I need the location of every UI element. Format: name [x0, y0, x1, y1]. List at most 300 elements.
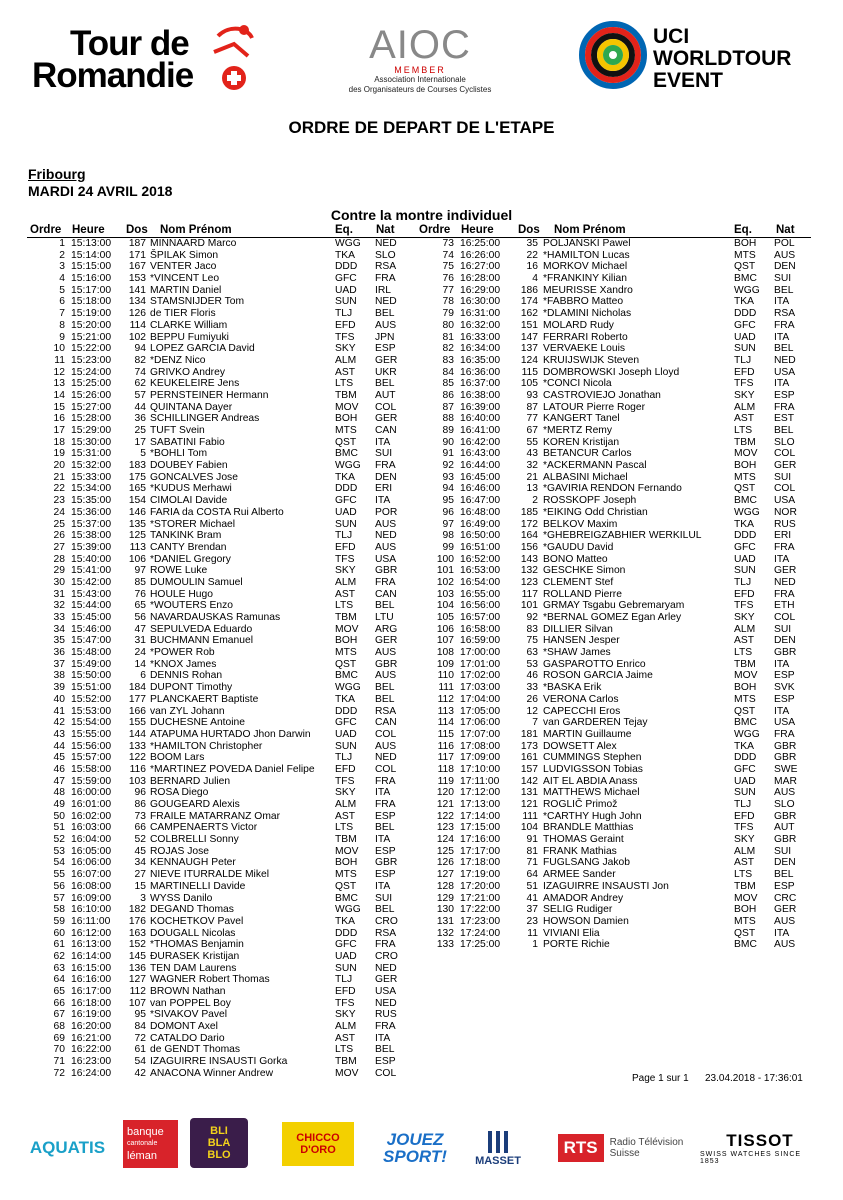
table-row: [27, 811, 417, 823]
cell-eq: DDD: [734, 308, 757, 320]
cell-dos: 152: [128, 939, 146, 951]
cell-nat: COL: [774, 448, 796, 460]
cell-name: ARMEE Sander: [543, 869, 616, 881]
table-row: [416, 402, 811, 414]
table-row: [416, 250, 811, 262]
cell-dos: 185: [520, 506, 538, 518]
table-row: [27, 612, 417, 624]
table-row: [416, 635, 811, 647]
cell-nat: GER: [375, 635, 398, 647]
table-row: [27, 250, 417, 262]
cell-ordre: 123: [436, 822, 454, 834]
jouez-text-1: JOUEZ: [386, 1129, 444, 1149]
cell-dos: 62: [134, 378, 146, 390]
cell-dos: 174: [520, 296, 538, 308]
cell-ordre: 67: [53, 1009, 65, 1021]
cell-eq: TKA: [734, 740, 755, 752]
header-heure: Heure: [72, 224, 105, 236]
cell-nat: GBR: [375, 857, 398, 869]
cell-dos: 153: [128, 273, 146, 285]
cell-name: TANKINK Bram: [150, 530, 222, 542]
cell-dos: 25: [134, 425, 146, 436]
cell-ordre: 88: [442, 413, 454, 425]
cell-eq: TKA: [734, 518, 755, 530]
cell-nat: ESP: [375, 343, 396, 355]
cell-eq: UAD: [335, 728, 357, 740]
cell-eq: TBM: [734, 436, 756, 448]
table-row: [416, 752, 811, 764]
cell-name: CATALDO Dario: [150, 1032, 225, 1044]
table-row: [416, 741, 811, 753]
cell-nat: CRO: [375, 915, 398, 927]
table-row: [27, 1044, 417, 1056]
cell-nat: FRA: [375, 799, 396, 810]
cell-ordre: 59: [53, 915, 65, 927]
cell-ordre: 66: [53, 997, 65, 1009]
cell-nat: NED: [375, 530, 397, 542]
cell-name: MARTIN Guillaume: [543, 728, 632, 740]
cell-nat: USA: [375, 553, 397, 565]
cell-nat: FRA: [375, 273, 396, 285]
table-row: [416, 811, 811, 823]
table-row: [27, 893, 417, 905]
cell-heure: 16:29:00: [460, 284, 501, 296]
cell-dos: 116: [129, 763, 146, 775]
cell-nat: ITA: [375, 834, 391, 846]
cell-dos: 83: [526, 623, 538, 635]
masset-icon: [487, 1129, 509, 1155]
cell-nat: AUS: [774, 249, 796, 261]
cell-ordre: 75: [442, 261, 454, 273]
cell-eq: MOV: [734, 448, 758, 460]
cell-heure: 16:47:00: [460, 495, 501, 507]
cell-eq: QST: [734, 483, 756, 495]
cell-eq: TBM: [335, 1056, 357, 1068]
cell-name: VENTER Jaco: [150, 261, 217, 273]
cell-dos: 31: [134, 635, 146, 647]
cell-nat: NED: [375, 238, 397, 249]
cell-ordre: 10: [53, 343, 65, 355]
cell-heure: 15:45:00: [71, 612, 112, 623]
table-row: [27, 565, 417, 577]
cell-nat: NED: [375, 997, 397, 1009]
cell-name: GESCHKE Simon: [543, 565, 626, 577]
cell-nat: ESP: [375, 869, 396, 881]
cell-ordre: 84: [442, 366, 454, 378]
cell-nat: GBR: [774, 752, 797, 764]
stage-type: Contre la montre individuel: [330, 207, 513, 223]
table-row: [416, 285, 811, 297]
cell-dos: 14: [134, 658, 146, 670]
cell-ordre: 101: [436, 565, 454, 577]
cell-nat: GER: [774, 460, 797, 472]
table-row: [416, 413, 811, 425]
cell-ordre: 113: [437, 705, 454, 717]
cell-heure: 16:40:00: [460, 413, 501, 425]
aioc-logo-text: AIOC: [369, 23, 471, 67]
cell-eq: TFS: [734, 822, 754, 834]
cell-nat: SUI: [774, 845, 792, 857]
cell-nat: AUS: [375, 319, 397, 331]
cell-eq: AST: [335, 1032, 356, 1044]
table-row: [416, 799, 811, 811]
cell-dos: 41: [526, 892, 538, 904]
table-row: [416, 893, 811, 905]
cell-heure: 17:13:00: [460, 799, 501, 810]
cell-eq: LTS: [335, 1044, 354, 1056]
cell-name: BELKOV Maxim: [543, 518, 618, 530]
cell-dos: 12: [526, 705, 538, 717]
cell-dos: 146: [128, 506, 146, 518]
cell-dos: 86: [134, 799, 146, 810]
table-row: [27, 764, 417, 776]
cell-nat: USA: [375, 986, 397, 997]
cell-nat: ESP: [375, 810, 396, 822]
cell-name: CUMMINGS Stephen: [543, 752, 642, 764]
cell-ordre: 27: [53, 541, 65, 553]
cell-ordre: 17: [53, 425, 65, 436]
cell-name: CLEMENT Stef: [543, 576, 614, 588]
cell-eq: DDD: [335, 705, 358, 717]
table-header: [27, 224, 417, 238]
cell-ordre: 97: [442, 518, 454, 530]
table-row: [27, 834, 417, 846]
table-row: [27, 904, 417, 916]
cell-nat: GBR: [774, 834, 797, 846]
cell-nat: SWE: [774, 763, 798, 775]
cell-dos: 187: [128, 238, 146, 249]
cell-nat: USA: [774, 717, 796, 729]
cell-nat: RSA: [375, 927, 397, 939]
cell-nat: BEL: [375, 308, 395, 320]
cell-nat: RUS: [774, 518, 796, 530]
cell-name: *SHAW James: [543, 647, 611, 659]
cell-ordre: 111: [438, 682, 454, 694]
cell-heure: 15:39:00: [71, 541, 112, 553]
cell-dos: 121: [520, 799, 538, 810]
cell-heure: 16:39:00: [460, 401, 501, 413]
cell-eq: MTS: [335, 425, 357, 436]
cell-ordre: 61: [53, 939, 65, 951]
table-row: [27, 729, 417, 741]
cell-name: COLBRELLI Sonny: [150, 834, 239, 846]
cell-eq: TFS: [335, 553, 355, 565]
cell-name: ROGLIČ Primož: [543, 799, 618, 810]
cell-eq: TFS: [335, 775, 355, 787]
cell-dos: 23: [526, 915, 538, 927]
cell-nat: BEL: [774, 869, 794, 881]
cell-heure: 15:42:00: [71, 576, 112, 588]
cell-name: ANACONA Winner Andrew: [150, 1067, 274, 1079]
cell-nat: ESP: [774, 880, 795, 892]
cell-heure: 16:33:00: [460, 331, 501, 343]
table-row: [416, 519, 811, 531]
cell-name: MARTIN Daniel: [150, 284, 222, 296]
aioc-member-text: MEMBER: [394, 65, 446, 75]
cell-nat: CRC: [774, 892, 797, 904]
rts-box-text: RTS: [558, 1134, 604, 1162]
cell-eq: UAD: [335, 284, 357, 296]
cell-heure: 16:16:00: [71, 974, 112, 986]
table-row: [27, 682, 417, 694]
cell-ordre: 12: [53, 366, 65, 378]
cell-ordre: 34: [53, 623, 65, 635]
cell-heure: 16:04:00: [71, 834, 112, 846]
cell-eq: LTS: [335, 600, 354, 612]
cell-ordre: 106: [436, 623, 454, 635]
cell-eq: UAD: [734, 331, 756, 343]
cell-eq: TBM: [335, 389, 357, 401]
cell-heure: 16:30:00: [460, 296, 501, 308]
cell-name: DUMOULIN Samuel: [150, 576, 243, 588]
cell-dos: 5: [140, 448, 146, 460]
table-row: [27, 1033, 417, 1045]
cell-name: DOMONT Axel: [150, 1021, 218, 1033]
cell-dos: 51: [526, 880, 538, 892]
cell-name: CAPECCHI Eros: [543, 705, 621, 717]
table-row: [416, 273, 811, 285]
cell-name: STAMSNIJDER Tom: [150, 296, 245, 308]
cell-heure: 15:36:00: [71, 506, 112, 518]
cell-nat: ITA: [375, 880, 391, 892]
cell-ordre: 42: [53, 717, 65, 729]
cell-eq: LTS: [335, 378, 354, 390]
cell-dos: 42: [134, 1067, 146, 1079]
table-row: [416, 834, 811, 846]
cell-nat: ERI: [375, 483, 393, 495]
cell-eq: TLJ: [335, 530, 353, 542]
bla-text-1: BLI: [210, 1125, 228, 1137]
cell-ordre: 77: [442, 284, 454, 296]
cell-heure: 16:14:00: [71, 950, 112, 962]
cell-dos: 46: [526, 670, 538, 682]
cell-name: GASPAROTTO Enrico: [543, 658, 646, 670]
bla-text-2: BLA: [207, 1137, 231, 1149]
cell-name: BETANCUR Carlos: [543, 448, 632, 460]
table-row: [416, 857, 811, 869]
cell-heure: 16:36:00: [460, 366, 501, 378]
cell-eq: MTS: [335, 869, 357, 881]
cell-dos: 161: [520, 752, 538, 764]
cell-dos: 15: [134, 880, 146, 892]
cell-nat: ITA: [774, 331, 790, 343]
cell-eq: SUN: [335, 518, 357, 530]
cell-eq: UAD: [734, 553, 756, 565]
cell-nat: BEL: [774, 284, 794, 296]
cell-nat: GBR: [774, 740, 797, 752]
cell-nat: ITA: [375, 436, 391, 448]
table-row: [27, 425, 417, 437]
cell-heure: 15:30:00: [71, 436, 112, 448]
cell-dos: 16: [526, 261, 538, 273]
cell-ordre: 35: [53, 635, 65, 647]
cell-dos: 82: [134, 354, 146, 366]
table-row: [27, 460, 417, 472]
cell-name: LUDVIGSSON Tobias: [543, 763, 643, 775]
cell-heure: 16:58:00: [460, 623, 501, 635]
cell-nat: FRA: [375, 460, 396, 472]
cell-heure: 16:28:00: [460, 273, 501, 285]
cell-nat: CAN: [375, 588, 397, 600]
cell-dos: 65: [134, 600, 146, 612]
cell-heure: 17:07:00: [460, 728, 501, 740]
table-row: [416, 390, 811, 402]
cell-eq: UAD: [335, 950, 357, 962]
cell-ordre: 128: [436, 880, 454, 892]
logo-text-line2: Romandie: [32, 56, 194, 95]
cell-dos: 183: [128, 460, 146, 472]
cell-nat: UKR: [375, 366, 397, 378]
cell-name: ATAPUMA HURTADO Jhon Darwin: [150, 728, 311, 740]
table-row: [27, 951, 417, 963]
cell-ordre: 131: [436, 915, 454, 927]
cell-nat: COL: [375, 401, 397, 413]
cell-eq: BMC: [734, 495, 757, 507]
cell-name: KENNAUGH Peter: [150, 857, 236, 869]
cell-heure: 17:17:00: [460, 845, 501, 857]
rts-text-2: Suisse: [609, 1147, 640, 1159]
cell-eq: BOH: [734, 460, 757, 472]
cell-eq: EFD: [335, 319, 356, 331]
cell-nat: POL: [774, 238, 795, 249]
cell-dos: 133: [128, 740, 146, 752]
cell-name: LOPEZ GARCIA David: [150, 343, 255, 355]
cell-name: *STORER Michael: [150, 518, 236, 530]
cell-dos: 154: [128, 495, 146, 507]
cell-dos: 105: [520, 378, 538, 390]
cell-nat: NED: [774, 354, 796, 366]
table-row: [27, 437, 417, 449]
cell-heure: 16:57:00: [460, 612, 501, 623]
cell-nat: ITA: [774, 658, 790, 670]
bcl-logo: [123, 1120, 178, 1168]
cell-eq: QST: [734, 705, 756, 717]
cell-heure: 16:19:00: [71, 1009, 112, 1021]
cell-name: AIT EL ABDIA Anass: [543, 775, 638, 787]
cell-heure: 15:28:00: [71, 413, 112, 425]
cell-eq: EFD: [734, 366, 755, 378]
cell-nat: BEL: [774, 425, 794, 436]
header-ordre: Ordre: [30, 224, 62, 236]
cell-ordre: 3: [59, 261, 65, 273]
cell-heure: 17:21:00: [460, 892, 501, 904]
cell-dos: 93: [526, 389, 538, 401]
table-row: [416, 904, 811, 916]
header-nat: Nat: [776, 224, 795, 236]
cell-nat: NED: [774, 576, 796, 588]
cell-name: *BOHLI Tom: [150, 448, 208, 460]
cell-ordre: 72: [53, 1067, 65, 1079]
cell-dos: 87: [526, 401, 538, 413]
cell-ordre: 16: [53, 413, 65, 425]
cell-name: *GAUDU David: [543, 541, 614, 553]
cell-eq: GFC: [335, 495, 357, 507]
cell-nat: RSA: [375, 705, 397, 717]
cell-eq: SKY: [335, 787, 356, 799]
cell-ordre: 55: [53, 869, 65, 881]
cell-dos: 142: [520, 775, 538, 787]
cell-heure: 16:03:00: [71, 822, 112, 834]
cell-ordre: 68: [53, 1021, 65, 1033]
cell-nat: NED: [375, 962, 397, 974]
table-row: [27, 670, 417, 682]
cell-nat: BEL: [375, 904, 395, 916]
masset-logo: [468, 1125, 528, 1170]
cell-ordre: 76: [442, 273, 454, 285]
cell-heure: 17:11:00: [460, 775, 500, 787]
cell-heure: 15:44:00: [71, 600, 112, 612]
cell-nat: ITA: [774, 296, 790, 308]
cell-ordre: 110: [437, 670, 454, 682]
cell-heure: 16:50:00: [460, 530, 501, 542]
cell-ordre: 37: [53, 658, 65, 670]
cell-nat: ESP: [774, 389, 795, 401]
stage-city: Fribourg: [28, 166, 86, 182]
cell-heure: 15:23:00: [71, 354, 112, 366]
cell-nat: ETH: [774, 600, 795, 612]
cell-heure: 16:20:00: [71, 1021, 112, 1033]
rts-text-1: Radio Télévision: [609, 1136, 684, 1148]
cell-dos: 63: [526, 647, 538, 659]
header-dos: Dos: [518, 224, 540, 236]
cell-ordre: 36: [53, 647, 65, 659]
cell-nat: RSA: [774, 308, 796, 320]
cell-ordre: 129: [436, 892, 454, 904]
cell-name: *ACKERMANN Pascal: [543, 460, 647, 472]
cell-heure: 16:01:00: [71, 799, 112, 810]
cell-eq: BMC: [734, 273, 757, 285]
table-row: [416, 822, 811, 834]
cell-name: NIEVE ITURRALDE Mikel: [150, 869, 270, 881]
cell-ordre: 92: [442, 460, 454, 472]
bla-text-3: BLO: [207, 1149, 231, 1161]
cell-ordre: 100: [436, 553, 454, 565]
header-nat: Nat: [376, 224, 395, 236]
cell-dos: 123: [520, 576, 538, 588]
cell-dos: 176: [128, 915, 146, 927]
cell-eq: QST: [335, 436, 357, 448]
cell-heure: 17:20:00: [460, 880, 501, 892]
cell-eq: LTS: [734, 869, 753, 881]
cell-dos: 163: [128, 927, 146, 939]
cell-name: SELIG Rudiger: [543, 904, 613, 916]
cell-nat: SUI: [774, 471, 792, 483]
cell-dos: 81: [526, 845, 538, 857]
cell-heure: 16:07:00: [71, 869, 112, 881]
table-row: [416, 764, 811, 776]
table-row: [27, 1021, 417, 1033]
cell-name: PLANCKAERT Baptiste: [150, 693, 259, 705]
cell-heure: 15:31:00: [71, 448, 112, 460]
cell-dos: 124: [520, 354, 538, 366]
cell-ordre: 74: [442, 249, 454, 261]
cell-name: *MARTINEZ POVEDA Daniel Felipe: [150, 763, 315, 775]
cell-name: FUGLSANG Jakob: [543, 857, 630, 869]
cell-heure: 16:37:00: [460, 378, 501, 390]
header-dos: Dos: [126, 224, 148, 236]
table-row: [416, 612, 811, 624]
cell-ordre: 94: [442, 483, 454, 495]
cell-name: DUCHESNE Antoine: [150, 717, 245, 729]
cell-name: CANTY Brendan: [150, 541, 227, 553]
cell-nat: ITA: [375, 1032, 391, 1044]
cell-name: HOULE Hugo: [150, 588, 213, 600]
cell-name: POLJANSKI Pawel: [543, 238, 631, 249]
cell-nat: IRL: [375, 284, 392, 296]
table-row: [416, 355, 811, 367]
table-row: [27, 846, 417, 858]
cell-heure: 17:25:00: [460, 939, 501, 951]
